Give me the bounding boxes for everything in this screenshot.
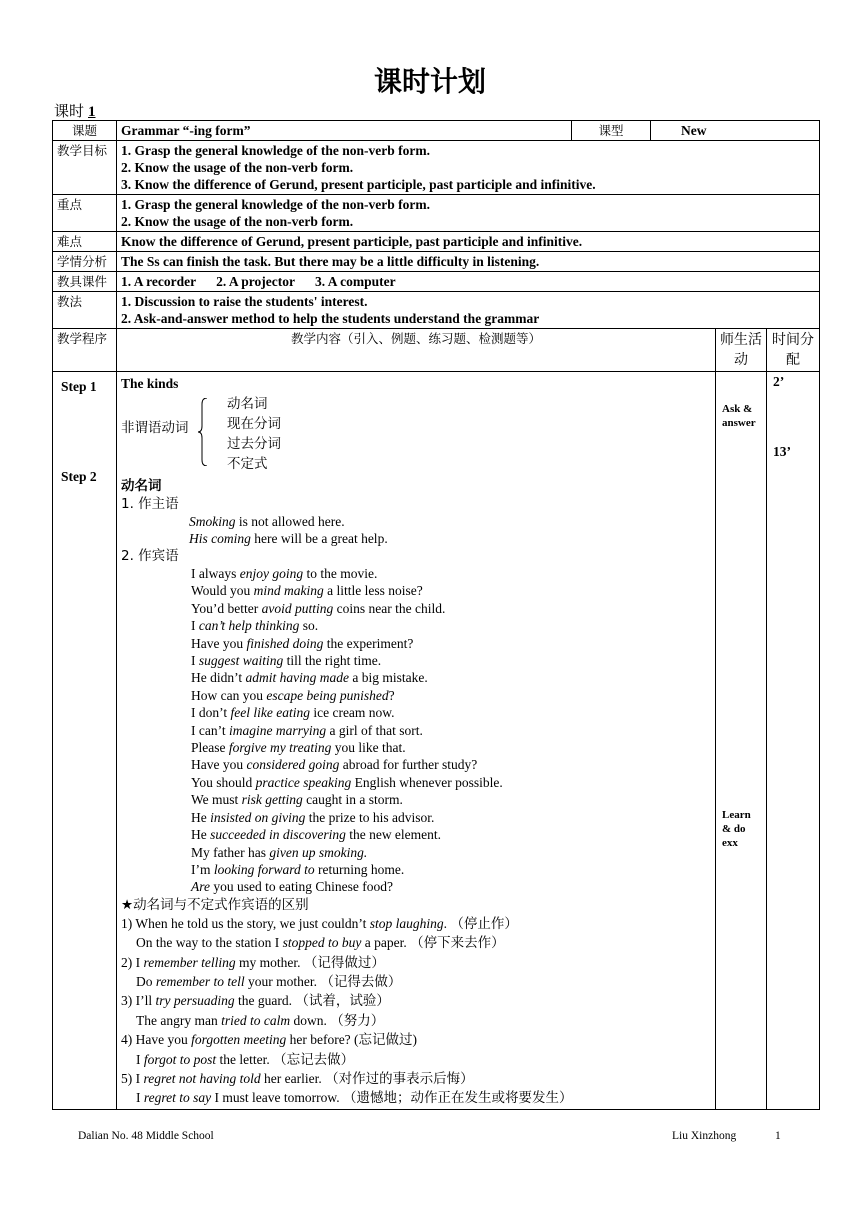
type-label: 课型 (572, 121, 651, 141)
example-sentence: I’m looking forward to returning home. (191, 861, 405, 877)
footer-school: Dalian No. 48 Middle School (78, 1130, 214, 1142)
example-sentence: Would you mind making a little less noise? (191, 583, 423, 599)
key-points-row (53, 195, 820, 232)
topic-label: 课题 (53, 121, 117, 141)
example-sentence: His coming here will be a great help. (189, 531, 388, 546)
example-sentence: We must risk getting caught in a storm. (191, 792, 403, 808)
methods-content: 1. Discussion to raise the students' interest. 2. Ask-and-answer method to help the students understand the grammar (117, 292, 820, 329)
analysis-label: 学情分析 (53, 252, 117, 272)
object-examples (121, 565, 711, 896)
steps-column (53, 372, 117, 1110)
step-1: Step 1 (61, 379, 97, 394)
tools-row (53, 272, 820, 292)
activity-ask: Ask & answer (722, 403, 756, 429)
tools-label: 教具课件 (53, 272, 117, 292)
difference-line: 2) I remember telling my mother. （记得做过） (121, 954, 385, 970)
footer-page-number: 1 (775, 1130, 781, 1142)
activity-learn: Learn & do exx (722, 809, 751, 849)
subject-examples (121, 513, 711, 547)
type-value: New (651, 121, 820, 141)
example-sentence: I don’t feel like eating ice cream now. (191, 705, 395, 721)
kinds-title: The kinds (121, 376, 179, 391)
object-label: 2. 作宾语 (121, 548, 179, 564)
example-sentence: You should practice speaking English whenever possible. (191, 774, 503, 790)
time-step-2: 13’ (773, 444, 791, 459)
difference-line: I forgot to post the letter. （忘记去做） (136, 1051, 355, 1067)
example-sentence: Smoking is not allowed here. (189, 514, 345, 529)
time-column (767, 372, 820, 1110)
activity-header: 师生活动 (716, 329, 767, 372)
time-header: 时间分配 (767, 329, 820, 372)
methods-row (53, 292, 820, 329)
step-2: Step 2 (61, 469, 97, 484)
kind-item: 动名词 (227, 396, 268, 412)
procedure-label: 教学程序 (53, 329, 117, 372)
difference-line: The angry man tried to calm down. （努力） (136, 1012, 385, 1028)
kinds-list (227, 394, 281, 474)
subject-label: 1. 作主语 (121, 496, 179, 512)
difference-line: 1) When he told us the story, we just couldn’t stop laughing. （停止作） (121, 915, 518, 931)
example-sentence: Please forgive my treating you like that. (191, 740, 406, 756)
key-points-label: 重点 (53, 195, 117, 232)
procedure-body-row (53, 372, 820, 1110)
difference-title: ★动名词与不定式作宾语的区别 (121, 896, 309, 913)
example-sentence: He insisted on giving the prize to his advisor. (191, 809, 435, 825)
kinds-diagram (121, 392, 711, 472)
difficulty-row (53, 232, 820, 252)
difference-examples (121, 914, 711, 1108)
example-sentence: Have you finished doing the experiment? (191, 635, 414, 651)
difference-line: On the way to the station I stopped to buy a paper. （停下来去作） (136, 935, 505, 951)
difficulty-content: Know the difference of Gerund, present participle, past participle and infinitive. (117, 232, 820, 252)
lesson-plan-table (52, 120, 820, 1110)
analysis-content: The Ss can finish the task. But there may be a little difficulty in listening. (117, 252, 820, 272)
kind-item: 现在分词 (227, 416, 281, 432)
content-header: 教学内容（引入、例题、练习题、检测题等） (117, 329, 716, 372)
example-sentence: He didn’t admit having made a big mistake. (191, 670, 428, 686)
example-sentence: I suggest waiting till the right time. (191, 653, 382, 669)
example-sentence: Have you considered going abroad for further study? (191, 757, 478, 773)
curly-brace-icon (198, 398, 208, 466)
example-sentence: He succeeded in discovering the new element. (191, 827, 442, 843)
objectives-label: 教学目标 (53, 141, 117, 195)
methods-label: 教法 (53, 292, 117, 329)
objectives-row (53, 141, 820, 195)
page-title: 课时计划 (373, 65, 486, 98)
kind-item: 过去分词 (227, 436, 281, 452)
lesson-label: 课时 1 (54, 102, 96, 120)
time-step-1: 2’ (773, 374, 785, 389)
objectives-content: 1. Grasp the general knowledge of the non-verb form. 2. Know the usage of the non-verb form. 3. Know the difference of Gerund, present participle, past participle and infinitive. (117, 141, 820, 195)
topic-row (53, 121, 820, 141)
topic-value: Grammar “-ing form” (117, 121, 572, 141)
kind-item: 不定式 (227, 456, 268, 472)
procedure-header-row (53, 329, 820, 372)
difference-line: 4) Have you forgotten meeting her before? (忘记做过) (121, 1032, 418, 1048)
example-sentence: I can’t imagine marrying a girl of that sort. (191, 722, 423, 738)
example-sentence: I always enjoy going to the movie. (191, 566, 378, 581)
analysis-row (53, 252, 820, 272)
key-points-content: 1. Grasp the general knowledge of the non-verb form. 2. Know the usage of the non-verb form. (117, 195, 820, 232)
difficulty-label: 难点 (53, 232, 117, 252)
difference-line: I regret to say I must leave tomorrow. （遗憾地；动作正在发生或将要发生） (136, 1090, 573, 1106)
difference-line: 5) I regret not having told her earlier. （对作过的事表示后悔） (121, 1070, 474, 1086)
difference-line: Do remember to tell your mother. （记得去做） (136, 973, 402, 989)
gerund-title: 动名词 (121, 478, 162, 494)
lesson-number: 1 (88, 104, 96, 120)
tools-content: 1. A recorder 2. A projector 3. A computer (117, 272, 820, 292)
example-sentence: My father has given up smoking. (191, 844, 368, 860)
example-sentence: You’d better avoid putting coins near the child. (191, 600, 446, 616)
footer-author: Liu Xinzhong (672, 1130, 737, 1142)
activity-column (716, 372, 767, 1110)
difference-line: 3) I’ll try persuading the guard. （试着，试验） (121, 993, 390, 1009)
non-verb-label: 非谓语动词 (121, 420, 189, 436)
content-column (117, 372, 716, 1110)
example-sentence: I can’t help thinking so. (191, 618, 319, 634)
example-sentence: How can you escape being punished? (191, 687, 395, 703)
example-sentence: Are you used to eating Chinese food? (191, 879, 393, 895)
